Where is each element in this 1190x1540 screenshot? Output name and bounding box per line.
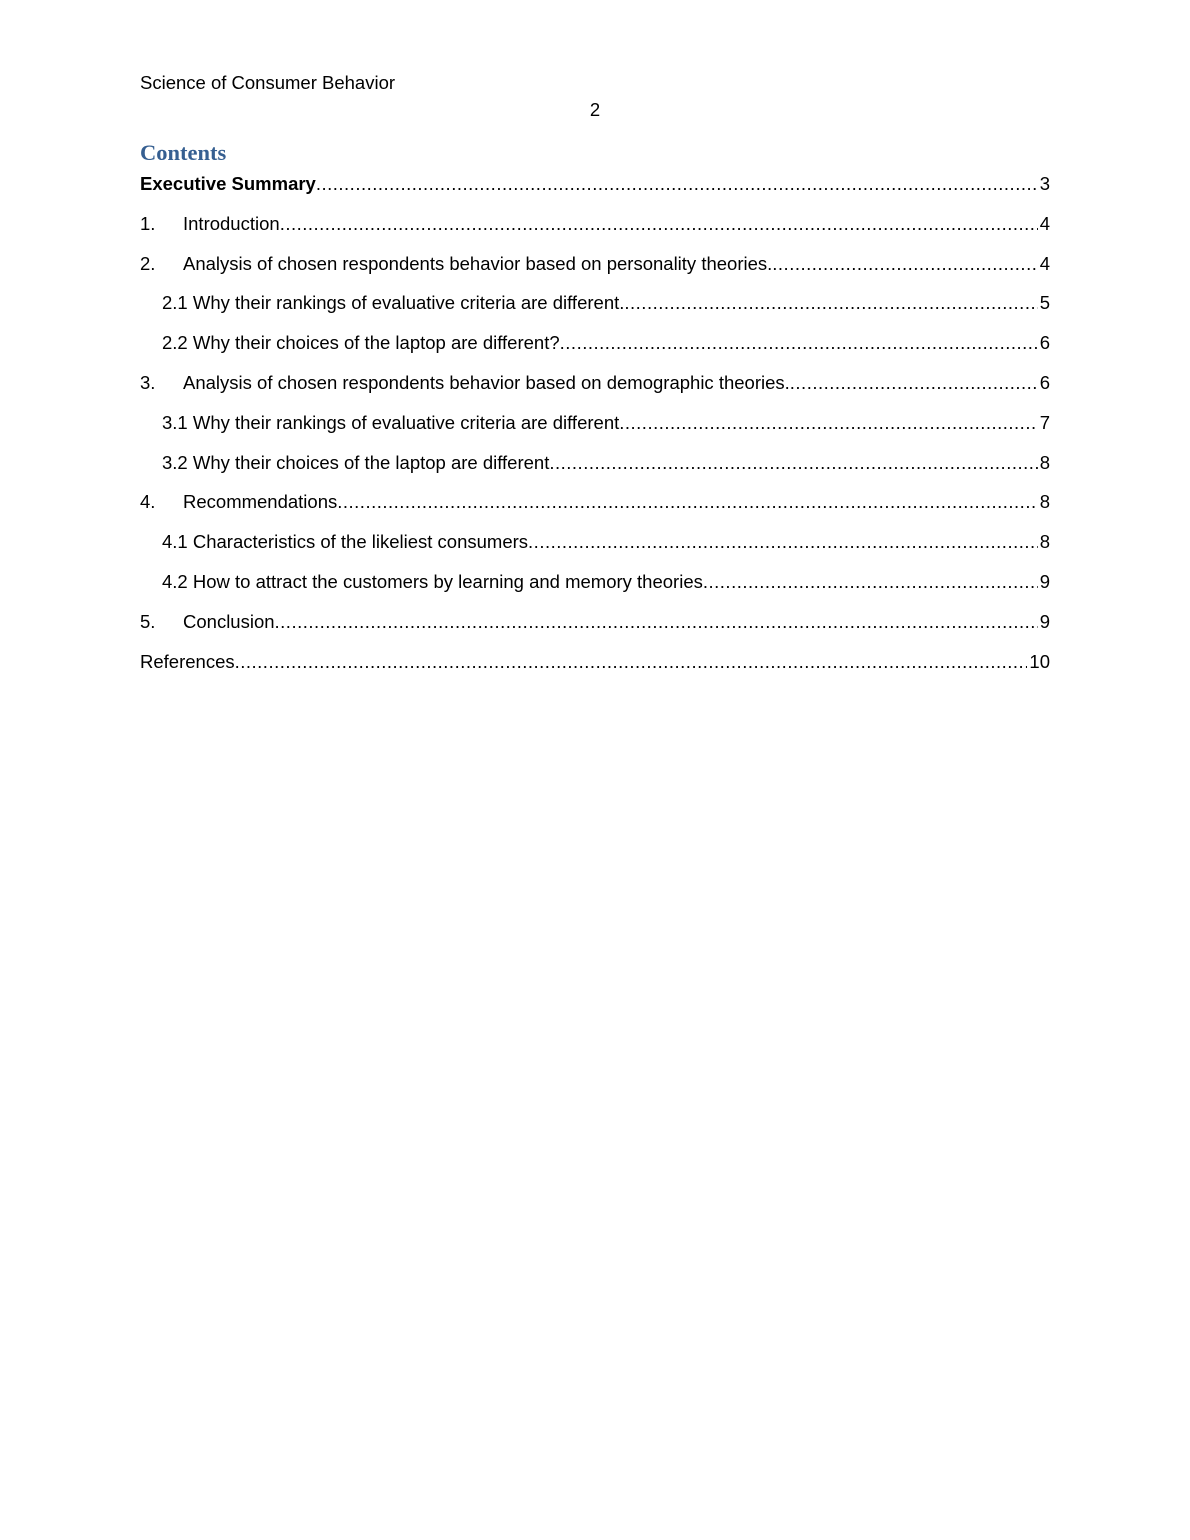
- table-of-contents: [140, 172, 1050, 689]
- toc-entry-number: 1.: [140, 212, 156, 234]
- toc-entry-references[interactable]: [140, 650, 1050, 690]
- toc-entry-personality-analysis[interactable]: [140, 252, 1050, 292]
- toc-entry-text: References: [140, 650, 235, 672]
- toc-entry-text: 2.2 Why their choices of the laptop are different?: [162, 332, 560, 354]
- toc-entry-text: Executive Summary: [140, 173, 316, 194]
- toc-entry-2-2[interactable]: [140, 331, 1050, 371]
- toc-entry-text: Introduction: [183, 212, 280, 234]
- toc-entry-conclusion[interactable]: [140, 610, 1050, 650]
- toc-entry-text: Analysis of chosen respondents behavior based on personality theories.: [183, 252, 773, 274]
- toc-entry-number: 4.: [140, 491, 156, 513]
- toc-entry-number: 2.: [140, 252, 156, 274]
- toc-entry-text: Conclusion: [183, 610, 275, 632]
- toc-entry-page: 8: [1039, 451, 1050, 473]
- toc-entry-text: 3.2 Why their choices of the laptop are different: [162, 451, 550, 473]
- toc-entry-page: 7: [1039, 411, 1050, 433]
- toc-entry-text: 4.1 Characteristics of the likeliest consumers: [162, 531, 529, 553]
- toc-entry-page: 8: [1039, 491, 1050, 513]
- page-number: 2: [589, 99, 601, 120]
- toc-entry-3-1[interactable]: [140, 411, 1050, 451]
- toc-entry-page: 6: [1039, 332, 1050, 354]
- toc-entry-page: 8: [1039, 531, 1050, 553]
- toc-entry-text: Analysis of chosen respondents behavior based on demographic theories.: [183, 371, 790, 393]
- toc-entry-page: 4: [1039, 212, 1050, 234]
- toc-entry-introduction[interactable]: [140, 212, 1050, 252]
- toc-entry-text: Recommendations: [183, 491, 338, 513]
- toc-entry-text: 2.1 Why their rankings of evaluative criteria are different.: [162, 292, 625, 314]
- toc-entry-page: 3: [1039, 173, 1050, 194]
- toc-entry-page: 9: [1039, 570, 1050, 592]
- toc-entry-page: 4: [1039, 252, 1050, 274]
- toc-entry-executive-summary[interactable]: [140, 172, 1050, 212]
- toc-entry-demographic-analysis[interactable]: [140, 371, 1050, 411]
- toc-entry-number: 3.: [140, 371, 156, 393]
- toc-entry-page: 6: [1039, 371, 1050, 393]
- contents-heading: Contents: [140, 140, 227, 165]
- toc-entry-page: 5: [1039, 292, 1050, 314]
- toc-entry-page: 10: [1029, 650, 1050, 672]
- toc-entry-4-2[interactable]: [140, 570, 1050, 610]
- toc-entry-2-1[interactable]: [140, 291, 1050, 331]
- toc-entry-text: 3.1 Why their rankings of evaluative criteria are different: [162, 411, 620, 433]
- toc-entry-text: 4.2 How to attract the customers by learning and memory theories: [162, 570, 703, 592]
- toc-entry-4-1[interactable]: [140, 530, 1050, 570]
- toc-entry-page: 9: [1039, 610, 1050, 632]
- toc-entry-3-2[interactable]: [140, 451, 1050, 491]
- toc-entry-recommendations[interactable]: [140, 490, 1050, 530]
- running-header-title: Science of Consumer Behavior: [140, 72, 396, 93]
- toc-entry-number: 5.: [140, 610, 156, 632]
